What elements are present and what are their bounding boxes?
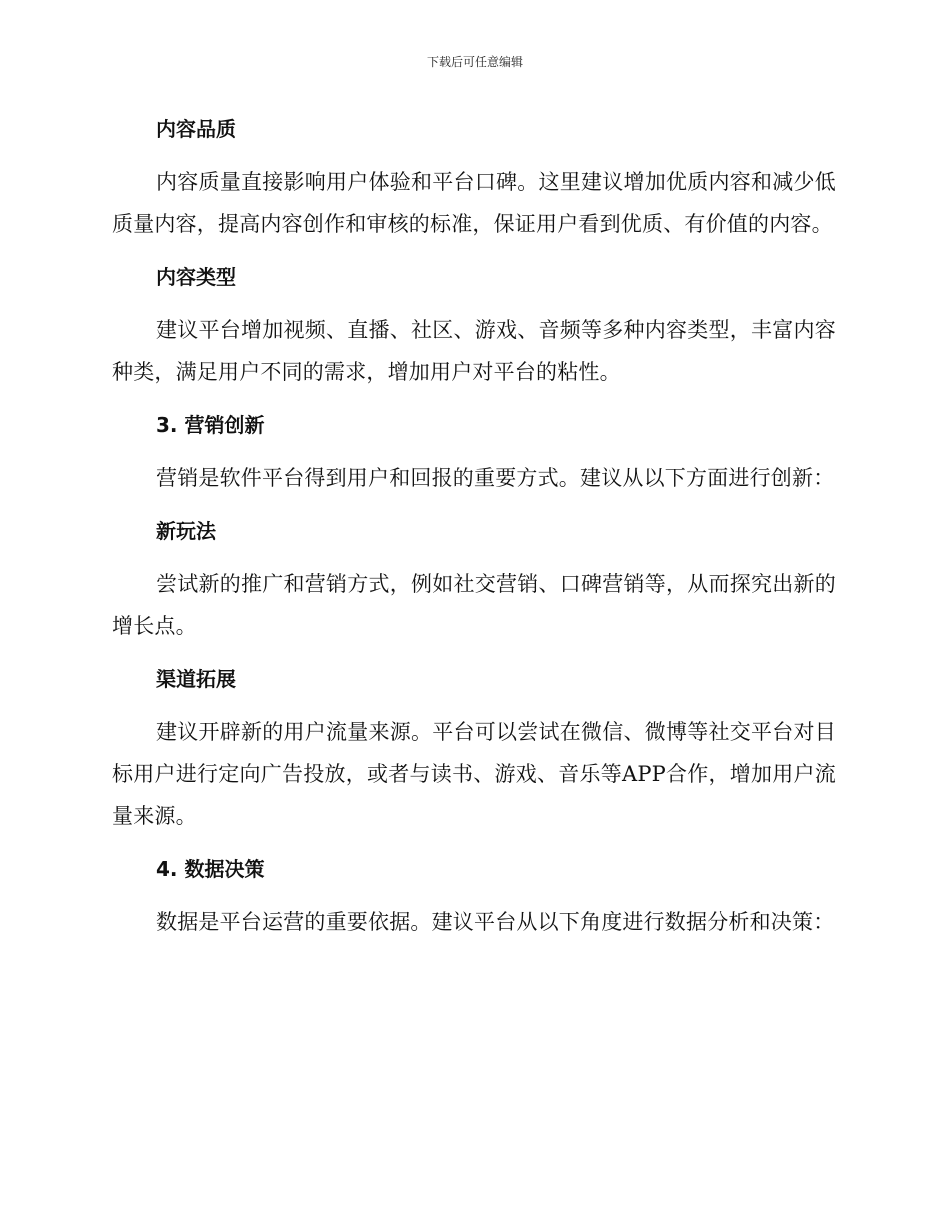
section-heading-marketing-innovation: 3. 营销创新 [156,413,265,437]
document-body [112,108,836,943]
section-paragraph-new-gameplay: 尝试新的推广和营销方式，例如社交营销、口碑营销等，从而探究出新的增长点。 [112,572,836,638]
section-paragraph-content-quality: 内容质量直接影响用户体验和平台口碑。这里建议增加优质内容和减少低质量内容，提高内容创作和审核的标准，保证用户看到优质、有价值的内容。 [112,170,836,236]
section-paragraph-channel-expansion: 建议开辟新的用户流量来源。平台可以尝试在微信、微博等社交平台对目标用户进行定向广告投放，或者与读书、游戏、音乐等APP合作，增加用户流量来源。 [112,720,836,828]
page-header: 下载后可任意编辑 [426,55,523,69]
section-heading-new-gameplay: 新玩法 [156,519,216,543]
section-paragraph-content-type: 建议平台增加视频、直播、社区、游戏、音频等多种内容类型，丰富内容种类，满足用户不同的需求，增加用户对平台的粘性。 [112,318,836,384]
section-paragraph-data-decision: 数据是平台运营的重要依据。建议平台从以下角度进行数据分析和决策： [156,910,835,934]
section-heading-data-decision: 4. 数据决策 [156,857,265,881]
section-paragraph-marketing-innovation: 营销是软件平台得到用户和回报的重要方式。建议从以下方面进行创新： [156,466,835,490]
section-heading-channel-expansion: 渠道拓展 [156,667,236,691]
section-heading-content-quality: 内容品质 [156,117,236,141]
section-heading-content-type: 内容类型 [156,265,236,289]
